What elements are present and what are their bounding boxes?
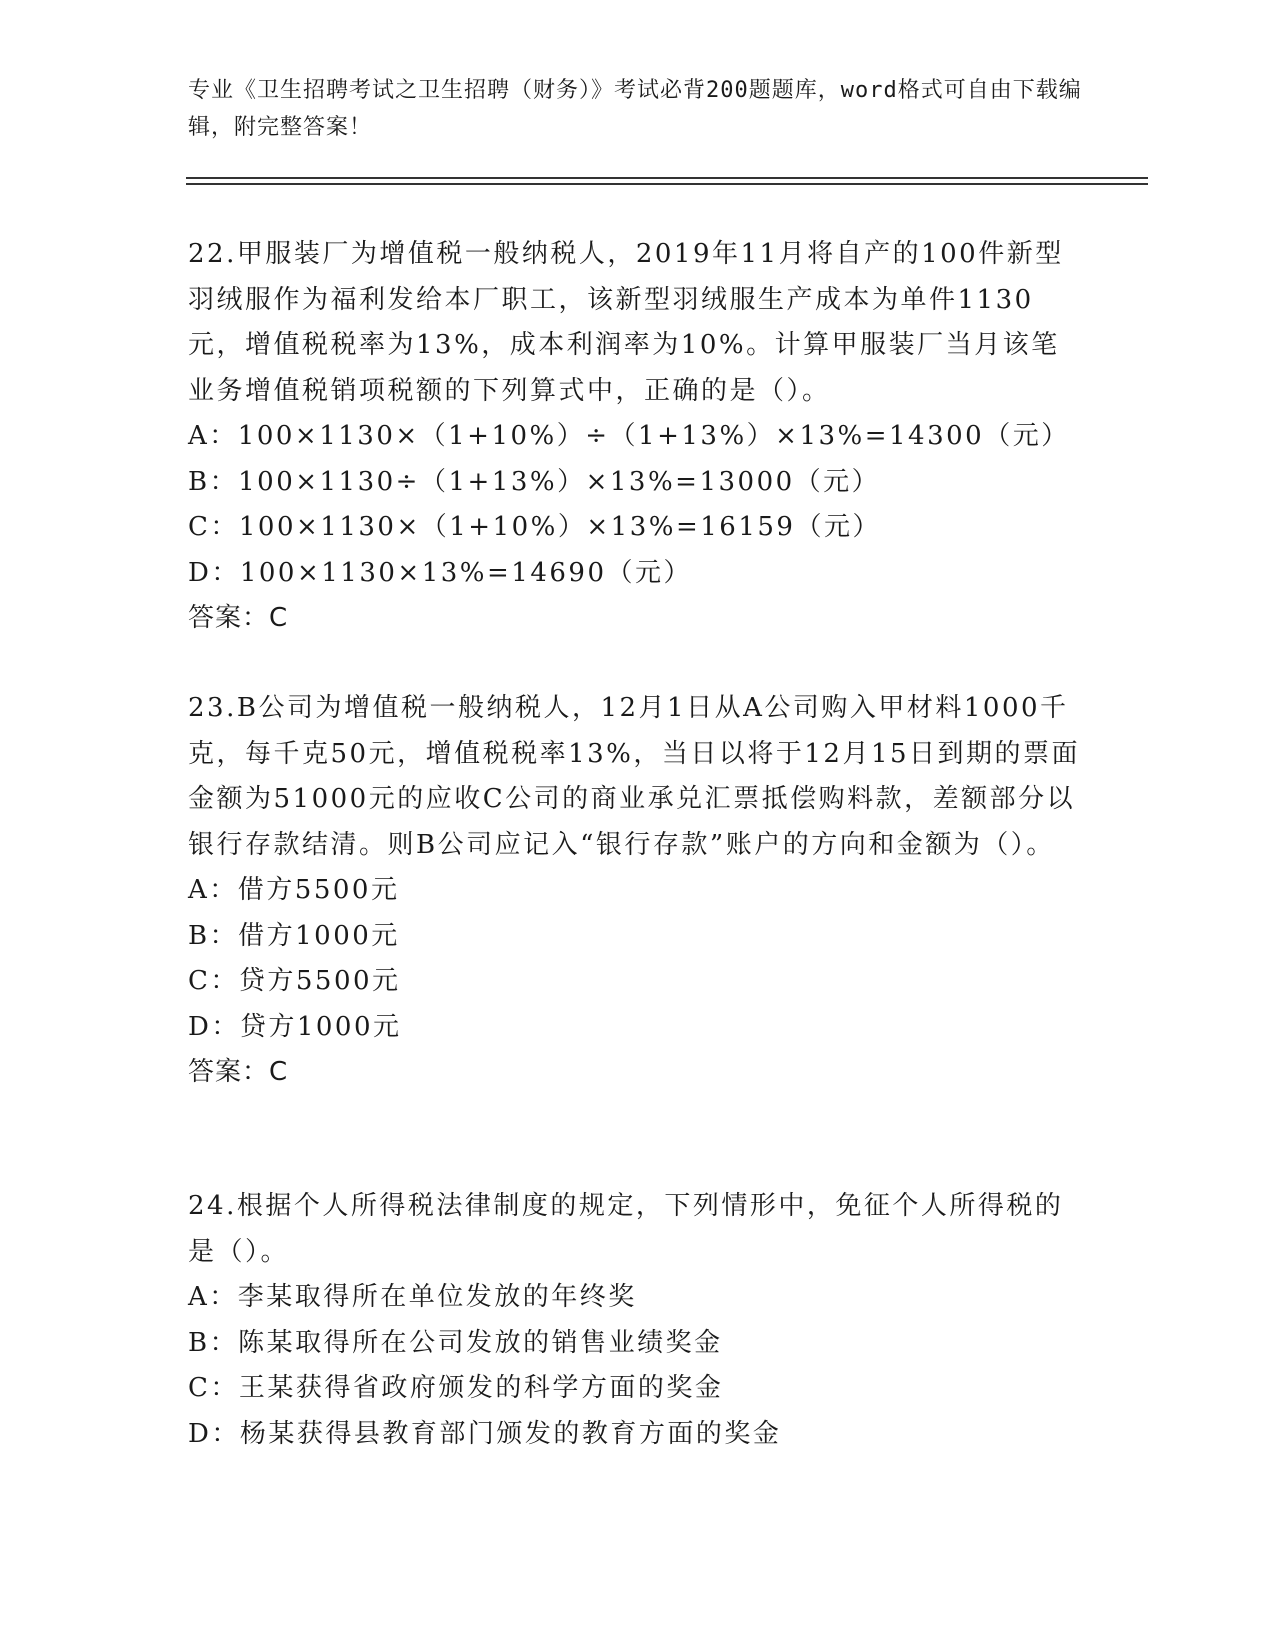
option-c: C：王某获得省政府颁发的科学方面的奖金 [188, 1373, 724, 1403]
question-stem: 24.根据个人所得税法律制度的规定，下列情形中，免征个人所得税的是（）。 [188, 1191, 1064, 1267]
option-c: C：100×1130×（1+10%）×13%=16159（元） [188, 512, 881, 542]
question-23 [188, 686, 1088, 1096]
option-b: B：100×1130÷（1+13%）×13%=13000（元） [188, 466, 881, 497]
document-header: 专业《卫生招聘考试之卫生招聘（财务）》考试必背200题题库，word格式可自由下载编辑，附完整答案！ [188, 78, 1082, 140]
option-b: B：借方1000元 [188, 920, 400, 951]
option-a: A：100×1130×（1+10%）÷（1+13%）×13%=14300（元） [188, 421, 1070, 451]
option-d: D：贷方1000元 [188, 1011, 402, 1042]
option-a: A：李某取得所在单位发放的年终奖 [188, 1282, 637, 1312]
option-d: D：100×1130×13%=14690（元） [188, 557, 692, 588]
option-d: D：杨某获得县教育部门颁发的教育方面的奖金 [188, 1418, 782, 1449]
question-stem: 22.甲服装厂为增值税一般纳税人，2019年11月将自产的100件新型羽绒服作为福利发给本厂职工，该新型羽绒服生产成本为单件1130元，增值税税率为13%，成本利润率为10%。计算甲服装厂当月该笔业务增值税销项税额的下列算式中，正确的是（）。 [188, 239, 1064, 406]
header-divider-top [186, 177, 1148, 179]
option-c: C：贷方5500元 [188, 966, 401, 996]
question-24 [188, 1184, 1088, 1457]
answer-line: 答案：C [188, 1057, 289, 1087]
header-divider-bottom [186, 183, 1148, 185]
option-a: A：借方5500元 [188, 875, 400, 905]
answer-line: 答案：C [188, 603, 289, 633]
question-22 [188, 232, 1088, 642]
question-stem: 23.B公司为增值税一般纳税人，12月1日从A公司购入甲材料1000千克，每千克50元，增值税税率13%，当日以将于12月15日到期的票面金额为51000元的应收C公司的商业承兑汇票抵偿购料款，差额部分以银行存款结清。则B公司应记入“银行存款”账户的方向和金额为（）。 [188, 693, 1081, 860]
option-b: B：陈某取得所在公司发放的销售业绩奖金 [188, 1327, 723, 1358]
